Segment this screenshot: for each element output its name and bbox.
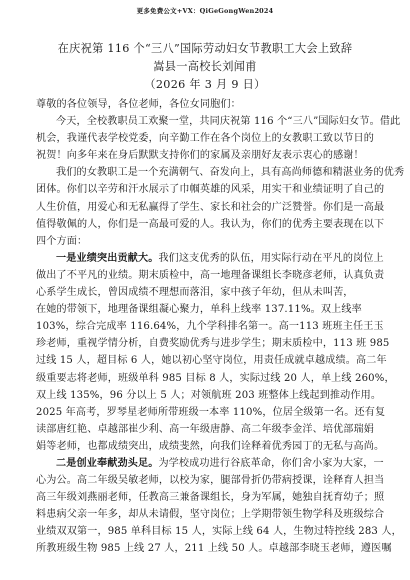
paragraph-line: 高三年级刘燕丽老师，任教高三兼备课组长，身为军属，她独自抚育幼子；照 [36,492,385,504]
section-heading: 二是创业奉献劲头足。 [56,457,159,469]
paragraph-line: 祝贺！向多年来在身后默默支持你们的家属及亲朋好友表示衷心的感谢！ [36,150,364,162]
author-line: 嵩县一高校长刘闻甫 [153,60,257,73]
paragraph-line: 今天，全校教职员工欢聚一堂，共同庆祝第 116 个“三八”国际妇女节。借此 [56,116,401,128]
paragraph-line: 团体。你们以辛劳和汗水展示了巾帼英雄的风采，用实干和业绩证明了自己的 [36,184,385,196]
section-heading: 一是业绩突出贡献大。 [56,252,159,264]
paragraph-line: 103%，综合完成率 116.64%，九个学科排名第一。高一113 班班主任王玉 [36,321,384,333]
document-body [36,96,405,558]
paragraph-line: 双上线 135%，96 分以上 5 人；对领航班 203 班整体上线起到推动作用。 [36,389,382,401]
document-title: 在庆祝第 116 个“三八”国际劳动妇女节教职工大会上致辞 [57,42,353,55]
paragraph-line [36,250,384,267]
paragraph-line: 过线 15 人，超目标 6 人，她以初心坚守岗位，用责任成就卓越成绩。高二年 [36,355,387,367]
paragraph-line: 读部唐红艳、卓越部崔少利、高一年级唐静、高二年级李金洋、培优部瑞娟 [36,423,375,435]
paragraph-line: 心系学生成长，曾因成绩不理想而落泪，家中孩子年幼，但从未叫苦， [36,287,354,299]
paragraph-line: 人生价值，用爱心和无私赢得了学生、家长和社会的广泛赞誉。你们是一高最 [36,201,385,213]
paragraph-line: 业绩双双第一，985 单科目标 15 人，实际上线 64 人，生物过特控线 283 人， [36,526,402,538]
paragraph-line: 娟等老师，也都成绩突出，成绩斐然，向我们诠释着优秀园丁的无私与高尚。 [36,440,385,452]
paragraph-text: 我们这支优秀的队伍，用实际行动在平凡的岗位上 [158,252,384,264]
watermark-text: 更多免费公文+VX：QiGeGongWen2024 [136,7,274,15]
salutation: 尊敬的各位领导，各位老师，各位女同胞们： [36,99,241,110]
paragraph-line: 机会，我谨代表学校党委，向辛勤工作在各个岗位上的女教职工致以节日的 [36,133,375,145]
paragraph-line: 级重要志将老师，班级单科 985 目标 8 人，实际过线 20 人，单上线 260%， [36,372,395,384]
paragraph-line: 心为公。高二年级吴敏老师，以校为家，腿部骨折仍带病授课，诠释育人担当 [36,475,385,487]
paragraph-line: 做出了不平凡的业绩。期末质检中，高一地理备课组长李晓彦老师，认真负责 [36,269,385,281]
paragraph-line: 料患病父亲一年多，却从未请假，坚守岗位；上学期带领生物学科及班级综合 [36,509,385,521]
paragraph-line: 在她的带领下，地理备课组凝心聚力，单科上线率 137.11%。双上线率 [36,304,362,316]
paragraph-line: 所教班级生物 985 上线 27 人，211 上线 50 人。卓越部李晓玉老师，遵医嘱 [36,543,392,555]
paragraph-line [36,455,384,472]
title-block [0,40,410,94]
paragraph-line: 四个方面： [36,235,88,247]
paragraph-text: 为学校成功进行谷底革命，你们舍小家为大家，一 [158,457,384,469]
paragraph-line: 珍老师，重视学情分析，自费奖励优秀与进步学生；期末质检中，113 班 985 [36,338,390,350]
date-line: （2026 年 3 月 9 日） [144,78,266,91]
paragraph-line: 2025 年高考，罗琴星老师所带班级一本率 110%，位居全级第一名。还有复 [36,406,386,418]
paragraph-line: 我们的女教职工是一个充满朝气、奋发向上，具有高尚师德和精湛业务的优秀 [56,167,405,179]
paragraph-line: 值得敬佩的人，你们是一高最可爱的人。我认为，你们的优秀主要表现在以下 [36,218,385,230]
